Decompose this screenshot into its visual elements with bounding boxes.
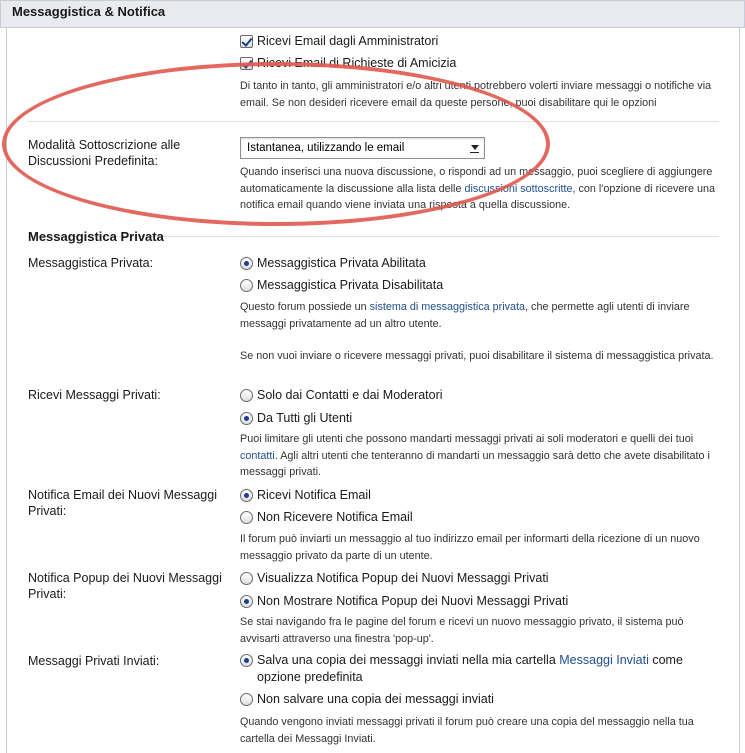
friend-email-checkbox[interactable] bbox=[240, 57, 253, 70]
email-options-description: Di tanto in tanto, gli amministratori e/o altri utenti potrebbero volerti inviare messaggi o notifiche via email. Se non desideri ricevere email da queste persone, puoi disabilitare qui le opzioni bbox=[240, 80, 712, 109]
popup-notify-description: Se stai navigando fra le pagine del forum e ricevi un nuovo messaggio privato, il sistema può avvisarti attraverso una finestra 'pop-up'. bbox=[240, 616, 684, 645]
popup-notify-label: Notifica Popup dei Nuovi Messaggi Privati: bbox=[28, 571, 222, 601]
pm-disabled-radio[interactable] bbox=[240, 279, 253, 292]
receive-all-radio[interactable] bbox=[240, 412, 253, 425]
pm-enabled-radio[interactable] bbox=[240, 257, 253, 270]
sent-save-label: Salva una copia dei messaggi inviati nella mia cartella Messaggi Inviati come opzione predefinita bbox=[257, 653, 683, 684]
pm-description: Questo forum possiede un sistema di messaggistica privata, che permette agli utenti di inviare messaggi privatamente ad un altro utente. bbox=[240, 301, 690, 330]
email-notify-off-radio[interactable] bbox=[240, 511, 253, 524]
private-messaging-heading: Messaggistica Privata bbox=[28, 229, 164, 244]
popup-off-label: Non Mostrare Notifica Popup dei Nuovi Messaggi Privati bbox=[257, 594, 569, 608]
pm-disabled-option[interactable] bbox=[240, 276, 443, 294]
sent-nosave-option[interactable] bbox=[240, 690, 494, 708]
sent-nosave-radio[interactable] bbox=[240, 693, 253, 706]
contacts-link[interactable]: contatti bbox=[240, 449, 275, 462]
popup-off-radio[interactable] bbox=[240, 595, 253, 608]
divider bbox=[28, 121, 719, 122]
receive-pm-description: Puoi limitare gli utenti che possono mandarti messaggi privati ai soli moderatori e quelli dei tuoi contatti. Agli altri utenti che tenteranno di mandarti un messaggio sarà detto che avete disabilitato i messaggi privati. bbox=[240, 433, 710, 478]
section-title: Messaggistica & Notifica bbox=[12, 4, 166, 19]
sent-save-radio[interactable] bbox=[240, 654, 253, 667]
sent-nosave-label: Non salvare una copia dei messaggi inviati bbox=[257, 692, 494, 706]
subscribed-threads-link[interactable]: discussioni sottoscritte bbox=[464, 182, 573, 195]
pm-description-2: Se non vuoi inviare o ricevere messaggi privati, puoi disabilitare il sistema di messaggistica privata. bbox=[240, 350, 714, 362]
popup-on-radio[interactable] bbox=[240, 572, 253, 585]
pm-enabled-option[interactable] bbox=[240, 254, 426, 272]
email-notify-on-option[interactable] bbox=[240, 486, 371, 504]
pm-system-link[interactable]: sistema di messaggistica privata bbox=[369, 301, 526, 313]
subscription-mode-label: Modalità Sottoscrizione alle Discussioni Predefinita: bbox=[28, 138, 181, 168]
subscription-mode-select[interactable] bbox=[240, 137, 485, 159]
receive-contacts-option[interactable] bbox=[240, 386, 443, 404]
subscription-mode-value: Istantanea, utilizzando le email bbox=[247, 142, 405, 154]
email-notify-on-label: Ricevi Notifica Email bbox=[257, 488, 371, 502]
friend-email-label: Ricevi Email di Richieste di Amicizia bbox=[257, 56, 457, 70]
pm-disabled-label: Messaggistica Privata Disabilitata bbox=[257, 278, 444, 292]
section-header bbox=[0, 0, 745, 28]
popup-on-label: Visualizza Notifica Popup dei Nuovi Messaggi Privati bbox=[257, 571, 549, 585]
friend-email-option[interactable] bbox=[240, 54, 456, 72]
receive-contacts-radio[interactable] bbox=[240, 389, 253, 402]
popup-off-option[interactable] bbox=[240, 592, 568, 610]
pm-label: Messaggistica Privata: bbox=[28, 256, 154, 270]
sent-pm-description: Quando vengono inviati messaggi privati il forum può creare una copia del messaggio nella tua cartella dei Messaggi Inviati. bbox=[240, 716, 694, 745]
receive-all-option[interactable] bbox=[240, 409, 352, 427]
admin-email-label: Ricevi Email dagli Amministratori bbox=[257, 34, 439, 48]
email-notify-off-label: Non Ricevere Notifica Email bbox=[257, 510, 413, 524]
subscription-description: Quando inserisci una nuova discussione, o rispondi ad un messaggio, puoi scegliere di aggiungere automaticamente la discussione alla lista delle discussioni sottoscritte, con l'opzione di ricevere una notifica email quando viene inviata una risposta a quella discussione. bbox=[240, 166, 715, 211]
sent-save-option[interactable] bbox=[240, 652, 712, 686]
receive-contacts-label: Solo dai Contatti e dai Moderatori bbox=[257, 388, 443, 402]
email-notify-description: Il forum può inviarti un messaggio al tuo indirizzo email per informarti della ricezione di un nuovo messaggio privato da parte di un utente. bbox=[240, 533, 700, 562]
receive-pm-label: Ricevi Messaggi Privati: bbox=[28, 388, 161, 402]
email-notify-on-radio[interactable] bbox=[240, 489, 253, 502]
email-notify-label: Notifica Email dei Nuovi Messaggi Privati: bbox=[28, 488, 217, 518]
email-notify-off-option[interactable] bbox=[240, 508, 413, 526]
pm-enabled-label: Messaggistica Privata Abilitata bbox=[257, 256, 426, 270]
popup-on-option[interactable] bbox=[240, 569, 549, 587]
sent-messages-link[interactable]: Messaggi Inviati bbox=[559, 653, 649, 667]
admin-email-option[interactable] bbox=[240, 32, 438, 50]
receive-all-label: Da Tutti gli Utenti bbox=[257, 411, 353, 425]
dropdown-arrow-icon[interactable] bbox=[469, 142, 480, 154]
sent-pm-label: Messaggi Privati Inviati: bbox=[28, 654, 160, 668]
admin-email-checkbox[interactable] bbox=[240, 35, 253, 48]
